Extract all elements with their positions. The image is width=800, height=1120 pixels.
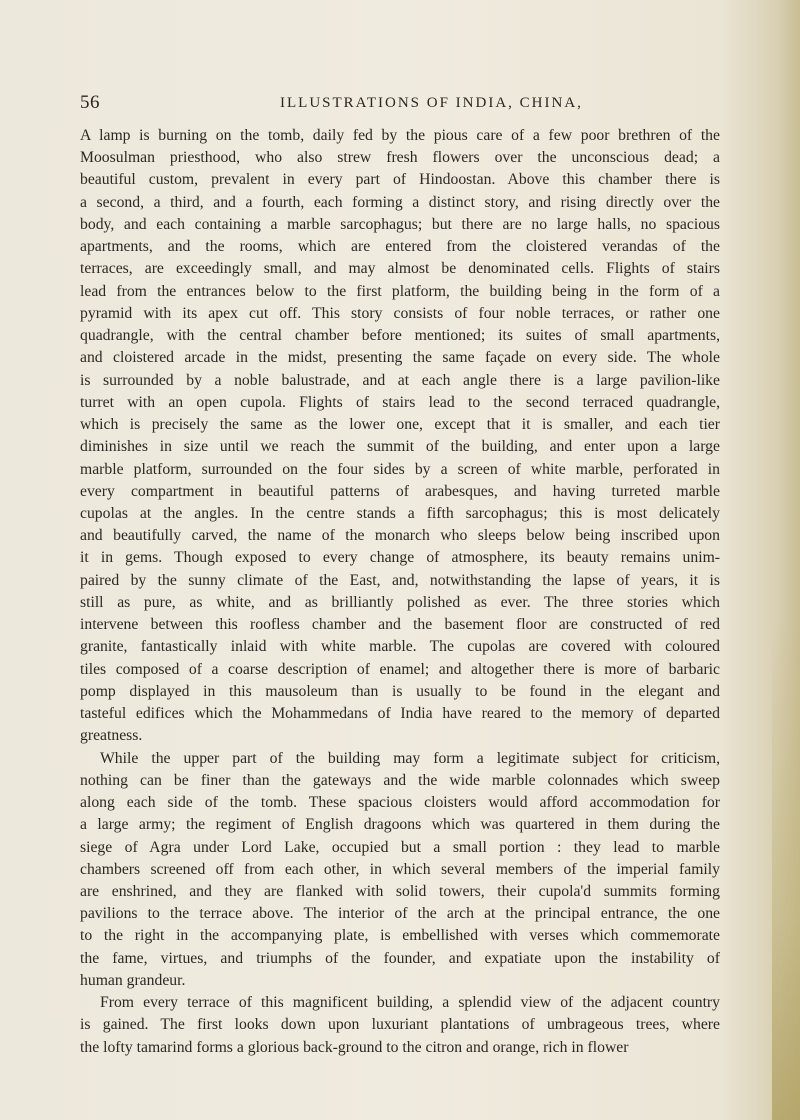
text-line: along each side of the tomb. These spacious cloisters would afford accommodation for: [80, 794, 720, 812]
text-line: terraces, are exceedingly small, and may almost be denominated cells. Flights of stairs: [80, 260, 720, 278]
text-line: pavilions to the terrace above. The interior of the arch at the principal entrance, the one: [80, 905, 720, 923]
text-line: the lofty tamarind forms a glorious back-ground to the citron and orange, rich in flower: [80, 1038, 629, 1056]
text-line: tiles composed of a coarse description of enamel; and altogether there is more of barbaric: [80, 660, 720, 678]
text-line: diminishes in size until we reach the summit of the building, and enter upon a large: [80, 438, 720, 456]
text-line: pomp displayed in this mausoleum than is usually to be found in the elegant and: [80, 682, 720, 700]
text-line: which is precisely the same as the lower one, except that it is smaller, and each tier: [80, 416, 720, 434]
text-line: chambers screened off from each other, in which several members of the imperial family: [80, 860, 720, 878]
text-line: apartments, and the rooms, which are entered from the cloistered verandas of the: [80, 238, 720, 256]
text-line: intervene between this roofless chamber and the basement floor are constructed of red: [80, 616, 720, 634]
text-line: marble platform, surrounded on the four sides by a screen of white marble, perforated in: [80, 460, 720, 478]
text-line: body, and each containing a marble sarcophagus; but there are no large halls, no spacious: [80, 215, 720, 233]
text-line: are enshrined, and they are flanked with solid towers, their cupola'd summits forming: [80, 882, 720, 900]
text-line: still as pure, as white, and as brilliantly polished as ever. The three stories which: [80, 593, 720, 611]
text-line: pyramid with its apex cut off. This story consists of four noble terraces, or rather one: [80, 304, 720, 322]
text-line: is gained. The first looks down upon luxuriant plantations of umbrageous trees, where: [80, 1016, 720, 1034]
text-line: siege of Agra under Lord Lake, occupied but a small portion : they lead to marble: [80, 838, 720, 856]
text-line: a large army; the regiment of English dragoons which was quartered in them during the: [80, 816, 720, 834]
text-line: cupolas at the angles. In the centre stands a fifth sarcophagus; this is most delicately: [80, 504, 720, 522]
text-line: every compartment in beautiful patterns of arabesques, and having turreted marble: [80, 482, 720, 500]
text-line: lead from the entrances below to the first platform, the building being in the form of a: [80, 282, 720, 300]
text-line: the fame, virtues, and triumphs of the founder, and expatiate upon the instability of: [80, 949, 720, 967]
running-head: [80, 92, 720, 114]
text-line: paired by the sunny climate of the East, and, notwithstanding the lapse of years, it is: [80, 571, 720, 589]
text-line: A lamp is burning on the tomb, daily fed by the pious care of a few poor brethren of the: [80, 127, 720, 144]
text-line: While the upper part of the building may form a legitimate subject for criticism,: [100, 749, 720, 767]
text-line: tasteful edifices which the Mohammedans of India have reared to the memory of departed: [80, 705, 720, 723]
page-edge-stain: [772, 620, 800, 1120]
text-line: nothing can be finer than the gateways and the wide marble colonnades which sweep: [80, 771, 720, 789]
text-line: beautiful custom, prevalent in every part of Hindoostan. Above this chamber there is: [80, 171, 720, 189]
text-line: human grandeur.: [80, 971, 186, 989]
text-line: a second, a third, and a fourth, each forming a distinct story, and rising directly over the: [80, 193, 720, 211]
body-text: [80, 125, 720, 1059]
text-line: is surrounded by a noble balustrade, and at each angle there is a large pavilion-like: [80, 371, 720, 389]
text-line: and cloistered arcade in the midst, presenting the same façade on every side. The whole: [80, 349, 720, 367]
text-line: to the right in the accompanying plate, is embellished with verses which commemorate: [80, 927, 720, 945]
page-number: 56: [80, 92, 100, 113]
text-line: From every terrace of this magnificent building, a splendid view of the adjacent country: [100, 994, 720, 1012]
text-line: it in gems. Though exposed to every change of atmosphere, its beauty remains unim-: [80, 549, 720, 567]
text-line: and beautifully carved, the name of the monarch who sleeps below being inscribed upon: [80, 527, 720, 545]
text-line: Moosulman priesthood, who also strew fresh flowers over the unconscious dead; a: [80, 149, 720, 167]
paragraph: [80, 125, 720, 748]
paragraph: [80, 748, 720, 993]
running-title: ILLUSTRATIONS OF INDIA, CHINA,: [280, 95, 583, 111]
text-line: greatness.: [80, 727, 143, 745]
paragraph: [80, 992, 720, 1059]
text-line: quadrangle, with the central chamber before mentioned; its suites of small apartments,: [80, 327, 720, 345]
text-line: granite, fantastically inlaid with white marble. The cupolas are covered with coloured: [80, 638, 720, 656]
text-line: turret with an open cupola. Flights of stairs lead to the second terraced quadrangle,: [80, 393, 720, 411]
